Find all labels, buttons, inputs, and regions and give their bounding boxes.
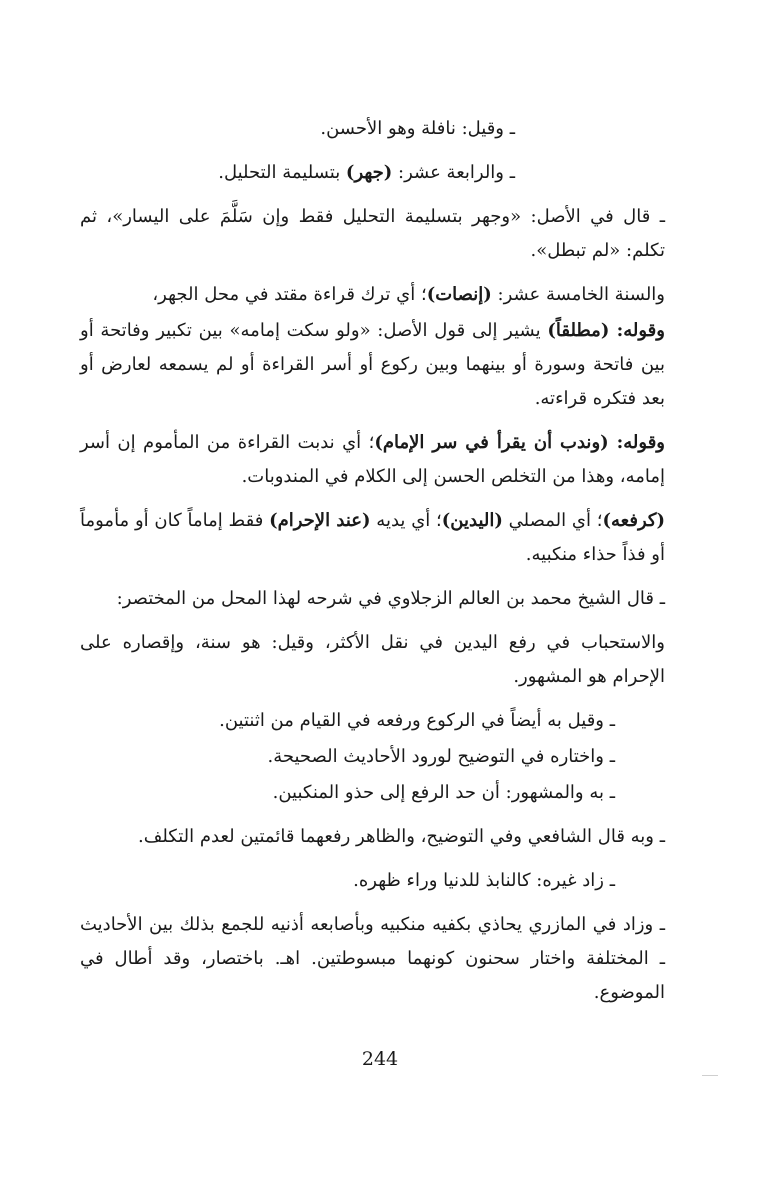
paragraph-13: ـ وبه قال الشافعي وفي التوضيح، والظاهر رفعهما قائمتين لعدم التكلف.	[137, 826, 665, 847]
page-body	[80, 112, 665, 1020]
paragraph-11: ـ واختاره في التوضيح لورود الأحاديث الصحيحة.	[267, 746, 615, 767]
bold-term: (كرفعه)	[602, 510, 665, 531]
paragraph-12: ـ به والمشهور: أن حد الرفع إلى حذو المنكبين.	[272, 782, 615, 803]
paragraph-1: ـ وقيل: نافلة وهو الأحسن.	[320, 118, 515, 139]
paragraph-15: ـ وزاد في المازري يحاذي بكفيه منكبيه وبأصابعه أذنيه للجمع بذلك بين الأحاديث ـ المختلفة واختار سحنون كونهما مبسوطتين. اهـ. باختصار، وقد أطال في الموضوع.	[80, 914, 665, 1003]
paragraph-3: ـ قال في الأصل: «وجهر بتسليمة التحليل فقط وإن سَلَّمَ على اليسار»، ثم تكلم: «لم تبطل».	[80, 206, 665, 261]
paragraph-4: والسنة الخامسة عشر: (إنصات)؛ أي ترك قراءة مقتد في محل الجهر،	[152, 284, 665, 305]
page-number: 244	[361, 1048, 399, 1070]
scan-mark	[702, 1075, 718, 1076]
paragraph-14: ـ زاد غيره: كالنابذ للدنيا وراء ظهره.	[353, 870, 615, 891]
paragraph-10: ـ وقيل به أيضاً في الركوع ورفعه في القيام من اثنتين.	[219, 710, 615, 731]
bold-term: وقوله:	[608, 432, 665, 453]
paragraph-9: والاستحباب في رفع اليدين في نقل الأكثر، وقيل: هو سنة، وإقصاره على الإحرام هو المشهور.	[80, 632, 665, 687]
bold-term: وقوله:	[609, 320, 665, 341]
bold-term: (اليدين)	[441, 510, 503, 531]
paragraph-8: ـ قال الشيخ محمد بن العالم الزجلاوي في شرحه لهذا المحل من المختصر:	[116, 588, 665, 609]
paragraph-7: (كرفعه)؛ أي المصلي (اليدين)؛ أي يديه (عند الإحرام) فقط إماماً كان أو مأموماً أو فذاً حذاء منكبيه.	[80, 510, 665, 565]
bold-term: (وندب أن يقرأ في سر الإمام)	[374, 432, 609, 453]
bold-term: (إنصات)	[426, 284, 492, 305]
paragraph-6: وقوله: (وندب أن يقرأ في سر الإمام)؛ أي ندبت القراءة من المأموم إن أسر إمامه، وهذا من التخلص الحسن إلى الكلام في المندوبات.	[80, 432, 665, 487]
bold-term: (عند الإحرام)	[269, 510, 371, 531]
bold-term: (جهر)	[345, 162, 393, 183]
paragraph-5: وقوله: (مطلقاً) يشير إلى قول الأصل: «ولو سكت إمامه» بين تكبير وفاتحة أو بين فاتحة وسورة أو بينهما وبين ركوع أو أسر القراءة أو لم يسمعه لعارض أو بعد فتكره قراءته.	[80, 320, 665, 409]
paragraph-2: ـ والرابعة عشر: (جهر) بتسليمة التحليل.	[218, 162, 515, 183]
bold-term: (مطلقاً)	[547, 320, 610, 341]
